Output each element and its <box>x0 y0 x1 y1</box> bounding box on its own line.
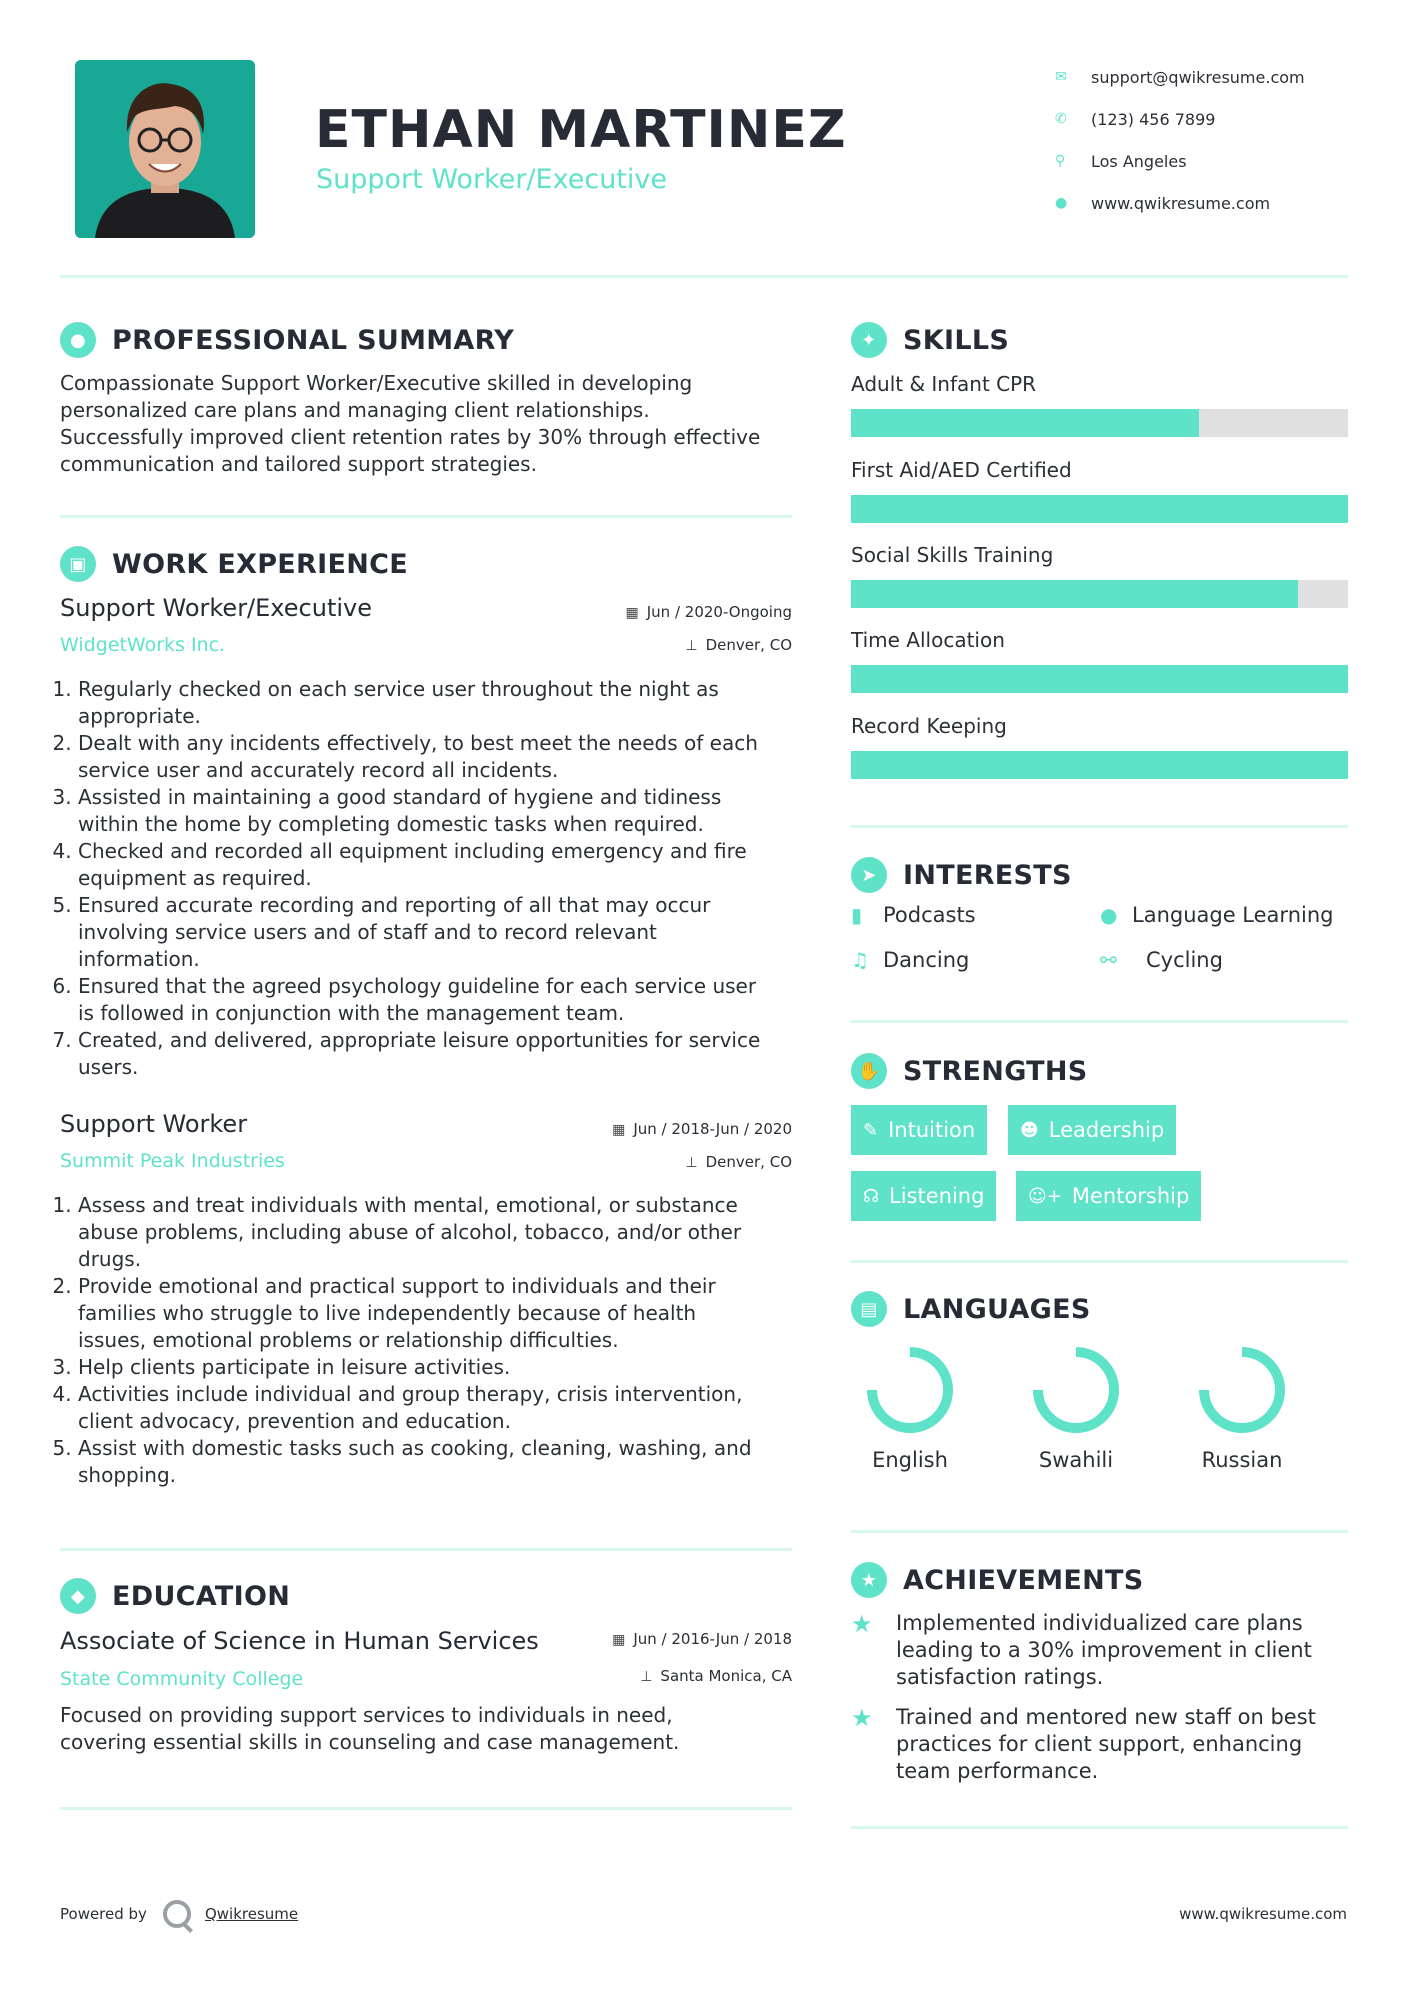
headphones-icon: ☊ <box>863 1185 879 1207</box>
strength-label: Listening <box>889 1184 985 1208</box>
strength-label: Mentorship <box>1071 1184 1190 1208</box>
candidate-name: ETHAN MARTINEZ <box>315 100 847 160</box>
education-degree: Associate of Science in Human Services <box>60 1627 539 1655</box>
strength-label: Intuition <box>888 1118 976 1142</box>
education-location-text: Santa Monica, CA <box>660 1667 792 1685</box>
footer-url[interactable]: www.qwikresume.com <box>1179 1905 1347 1923</box>
skills-divider <box>851 825 1348 828</box>
job-bullet: 1. Assess and treat individuals with mental, emotional, or substance abuse problems, including abuse of alcohol, tobacco, and/or other drugs. <box>78 1192 799 1273</box>
skill-bar <box>851 751 1348 779</box>
interest-label: Cycling <box>1146 948 1223 972</box>
education-location <box>640 1667 792 1685</box>
job-bullet: 2. Provide emotional and practical support to individuals and their families who struggle to live independently because of health issues, emotional problems or relationship difficulties. <box>78 1273 799 1354</box>
job-bullet: 3. Assisted in maintaining a good standard of hygiene and tidiness within the home by completing domestic tasks when required. <box>78 784 799 838</box>
contact-email-text: support@qwikresume.com <box>1091 67 1305 87</box>
music-note-icon: ♫ <box>851 948 869 972</box>
education-line: Focused on providing support services to individuals in need, <box>60 1703 673 1727</box>
graduation-icon: ◆ <box>60 1578 96 1614</box>
candidate-role: Support Worker/Executive <box>316 164 667 195</box>
skill-bar <box>851 665 1348 693</box>
language-label: Swahili <box>1038 1448 1114 1472</box>
contact-website-text: www.qwikresume.com <box>1091 193 1271 213</box>
contact-phone-text: (123) 456 7899 <box>1091 109 1216 129</box>
achievement-item <box>851 1610 1312 1691</box>
job-date-text: Jun / 2018-Jun / 2020 <box>633 1120 792 1138</box>
job-bullet: 5. Ensured accurate recording and reporting of all that may occur involving service users and of staff and to record relevant information. <box>78 892 799 973</box>
job-bullets <box>54 676 799 1081</box>
achievements-divider <box>851 1826 1348 1829</box>
magic-wand-icon: ✎ <box>863 1119 879 1141</box>
paper-plane-icon: ➤ <box>851 857 887 893</box>
strengths-heading <box>851 1053 1088 1089</box>
microphone-icon: ▮ <box>851 903 863 927</box>
experience-title: WORK EXPERIENCE <box>112 548 408 580</box>
language-progress-arc <box>1038 1352 1114 1428</box>
users-icon: ☻ <box>1020 1119 1039 1141</box>
achievements-heading <box>851 1562 1144 1598</box>
job-bullet: 4. Checked and recorded all equipment including emergency and fire equipment as required. <box>78 838 799 892</box>
language-ring <box>865 1345 955 1435</box>
languages-heading <box>851 1291 1091 1327</box>
strengths-title: STRENGTHS <box>903 1055 1088 1087</box>
job-bullets <box>54 1192 799 1489</box>
interest-item <box>851 903 976 927</box>
pin-icon: ⊥ <box>685 1155 698 1171</box>
experience-heading <box>60 546 408 582</box>
languages-title: LANGUAGES <box>903 1293 1091 1325</box>
job-title: Support Worker <box>60 1110 248 1138</box>
calendar-icon: ▦ <box>625 605 639 621</box>
language-label: English <box>872 1448 948 1472</box>
job-bullet: 5. Assist with domestic tasks such as cooking, cleaning, washing, and shopping. <box>78 1435 799 1489</box>
achievements-title: ACHIEVEMENTS <box>903 1564 1144 1596</box>
skill-label: Record Keeping <box>851 714 1007 738</box>
contact-location <box>1055 140 1375 182</box>
briefcase-icon: ▣ <box>60 546 96 582</box>
interests-heading <box>851 857 1072 893</box>
job-date <box>626 603 792 621</box>
education-date <box>612 1630 792 1648</box>
interest-label: Language Learning <box>1132 903 1334 927</box>
skill-bar <box>851 580 1348 608</box>
strength-tag <box>851 1105 987 1155</box>
languages-divider <box>851 1530 1348 1533</box>
contact-location-text: Los Angeles <box>1091 151 1187 171</box>
skill-bar <box>851 409 1348 437</box>
user-plus-icon: ☺+ <box>1028 1185 1062 1207</box>
skill-label: Time Allocation <box>851 628 1005 652</box>
experience-divider <box>60 1548 792 1551</box>
globe-icon: ● <box>1055 195 1068 211</box>
strength-tag <box>1016 1171 1201 1221</box>
hand-icon: ✋ <box>851 1053 887 1089</box>
education-description <box>60 1702 800 1756</box>
star-icon: ★ <box>851 1705 873 1732</box>
star-badge-icon: ★ <box>851 1562 887 1598</box>
language-item <box>855 1345 965 1472</box>
language-ring <box>1031 1345 1121 1435</box>
achievement-text: Trained and mentored new staff on best practices for client support, enhancing team performance. <box>896 1705 1316 1783</box>
language-progress-arc <box>872 1352 948 1428</box>
job-company: Summit Peak Industries <box>60 1150 285 1172</box>
user-icon: ● <box>60 322 96 358</box>
language-label: Russian <box>1201 1448 1283 1472</box>
summary-heading <box>60 322 514 358</box>
skill-fill <box>851 580 1298 608</box>
education-school: State Community College <box>60 1668 304 1690</box>
pin-icon: ⊥ <box>685 638 698 654</box>
contact-list <box>1055 56 1375 224</box>
education-date-text: Jun / 2016-Jun / 2018 <box>633 1630 792 1648</box>
job-bullet: 4. Activities include individual and group therapy, crisis intervention, client advocacy, prevention and education. <box>78 1381 799 1435</box>
skills-heading <box>851 322 1009 358</box>
summary-divider <box>60 515 792 518</box>
bicycle-icon: ⚯ <box>1100 948 1117 972</box>
phone-icon: ✆ <box>1055 111 1067 127</box>
achievement-item <box>851 1704 1316 1785</box>
profile-photo <box>75 60 255 238</box>
job-date <box>612 1120 792 1138</box>
calendar-icon: ▦ <box>612 1632 626 1648</box>
language-ring <box>1197 1345 1287 1435</box>
education-divider <box>60 1807 792 1810</box>
skill-fill <box>851 409 1199 437</box>
strength-tag <box>1008 1105 1176 1155</box>
skill-label: First Aid/AED Certified <box>851 458 1072 482</box>
contact-phone[interactable] <box>1055 98 1375 140</box>
language-item <box>1187 1345 1297 1472</box>
pin-icon: ⊥ <box>640 1669 653 1685</box>
job-location <box>685 1153 792 1171</box>
summary-line: Compassionate Support Worker/Executive skilled in developing <box>60 371 693 395</box>
interest-item <box>1100 903 1333 927</box>
strength-label: Leadership <box>1048 1118 1165 1142</box>
skill-fill <box>851 495 1348 523</box>
interest-item <box>1100 948 1223 972</box>
interests-divider <box>851 1020 1348 1023</box>
job-company: WidgetWorks Inc. <box>60 634 226 656</box>
job-date-text: Jun / 2020-Ongoing <box>646 603 792 621</box>
language-item <box>1021 1345 1131 1472</box>
education-line: covering essential skills in counseling and case management. <box>60 1730 680 1754</box>
powered-by-label: Powered by <box>60 1905 147 1923</box>
calendar-icon: ▦ <box>612 1122 626 1138</box>
summary-line: Successfully improved client retention rates by 30% through effective <box>60 425 761 449</box>
strength-tag <box>851 1171 996 1221</box>
contact-email[interactable] <box>1055 56 1375 98</box>
interest-label: Dancing <box>883 948 970 972</box>
job-bullet: 2. Dealt with any incidents effectively, to best meet the needs of each service user and accurately record all incidents. <box>78 730 799 784</box>
interest-item <box>851 948 969 972</box>
location-icon: ⚲ <box>1055 153 1066 169</box>
job-bullet: 1. Regularly checked on each service user throughout the night as appropriate. <box>78 676 799 730</box>
job-bullet: 3. Help clients participate in leisure activities. <box>78 1354 799 1381</box>
footer-powered <box>60 1900 298 1928</box>
skill-label: Adult & Infant CPR <box>851 372 1037 396</box>
skill-label: Social Skills Training <box>851 543 1054 567</box>
strengths-divider <box>851 1260 1348 1263</box>
job-bullet: 7. Created, and delivered, appropriate leisure opportunities for service users. <box>78 1027 799 1081</box>
job-location-text: Denver, CO <box>705 636 792 654</box>
job-title: Support Worker/Executive <box>60 594 372 622</box>
lightbulb-icon: ✦ <box>851 322 887 358</box>
education-heading <box>60 1578 290 1614</box>
achievement-text: Implemented individualized care plans leading to a 30% improvement in client satisfaction ratings. <box>896 1611 1312 1689</box>
skill-fill <box>851 665 1348 693</box>
summary-line: communication and tailored support strategies. <box>60 452 537 476</box>
summary-line: personalized care plans and managing client relationships. <box>60 398 650 422</box>
job-bullet: 6. Ensured that the agreed psychology guideline for each service user is followed in conjunction with the management team. <box>78 973 799 1027</box>
job-location-text: Denver, CO <box>705 1153 792 1171</box>
skill-fill <box>851 751 1348 779</box>
qwikresume-logo-icon <box>163 1900 191 1928</box>
globe-icon: ● <box>1100 903 1118 927</box>
skill-bar <box>851 495 1348 523</box>
email-icon: ✉ <box>1055 69 1067 85</box>
summary-text <box>60 370 800 478</box>
education-title: EDUCATION <box>112 1580 291 1612</box>
contact-website[interactable] <box>1055 182 1375 224</box>
summary-title: PROFESSIONAL SUMMARY <box>112 324 515 356</box>
interest-label: Podcasts <box>883 903 976 927</box>
qwikresume-link[interactable]: Qwikresume <box>204 1905 299 1923</box>
header-divider <box>60 275 1348 278</box>
skills-title: SKILLS <box>903 324 1010 356</box>
language-icon: ▤ <box>851 1291 887 1327</box>
job-location <box>685 636 792 654</box>
star-icon: ★ <box>851 1611 873 1638</box>
language-progress-arc <box>1204 1352 1280 1428</box>
interests-title: INTERESTS <box>903 859 1072 891</box>
